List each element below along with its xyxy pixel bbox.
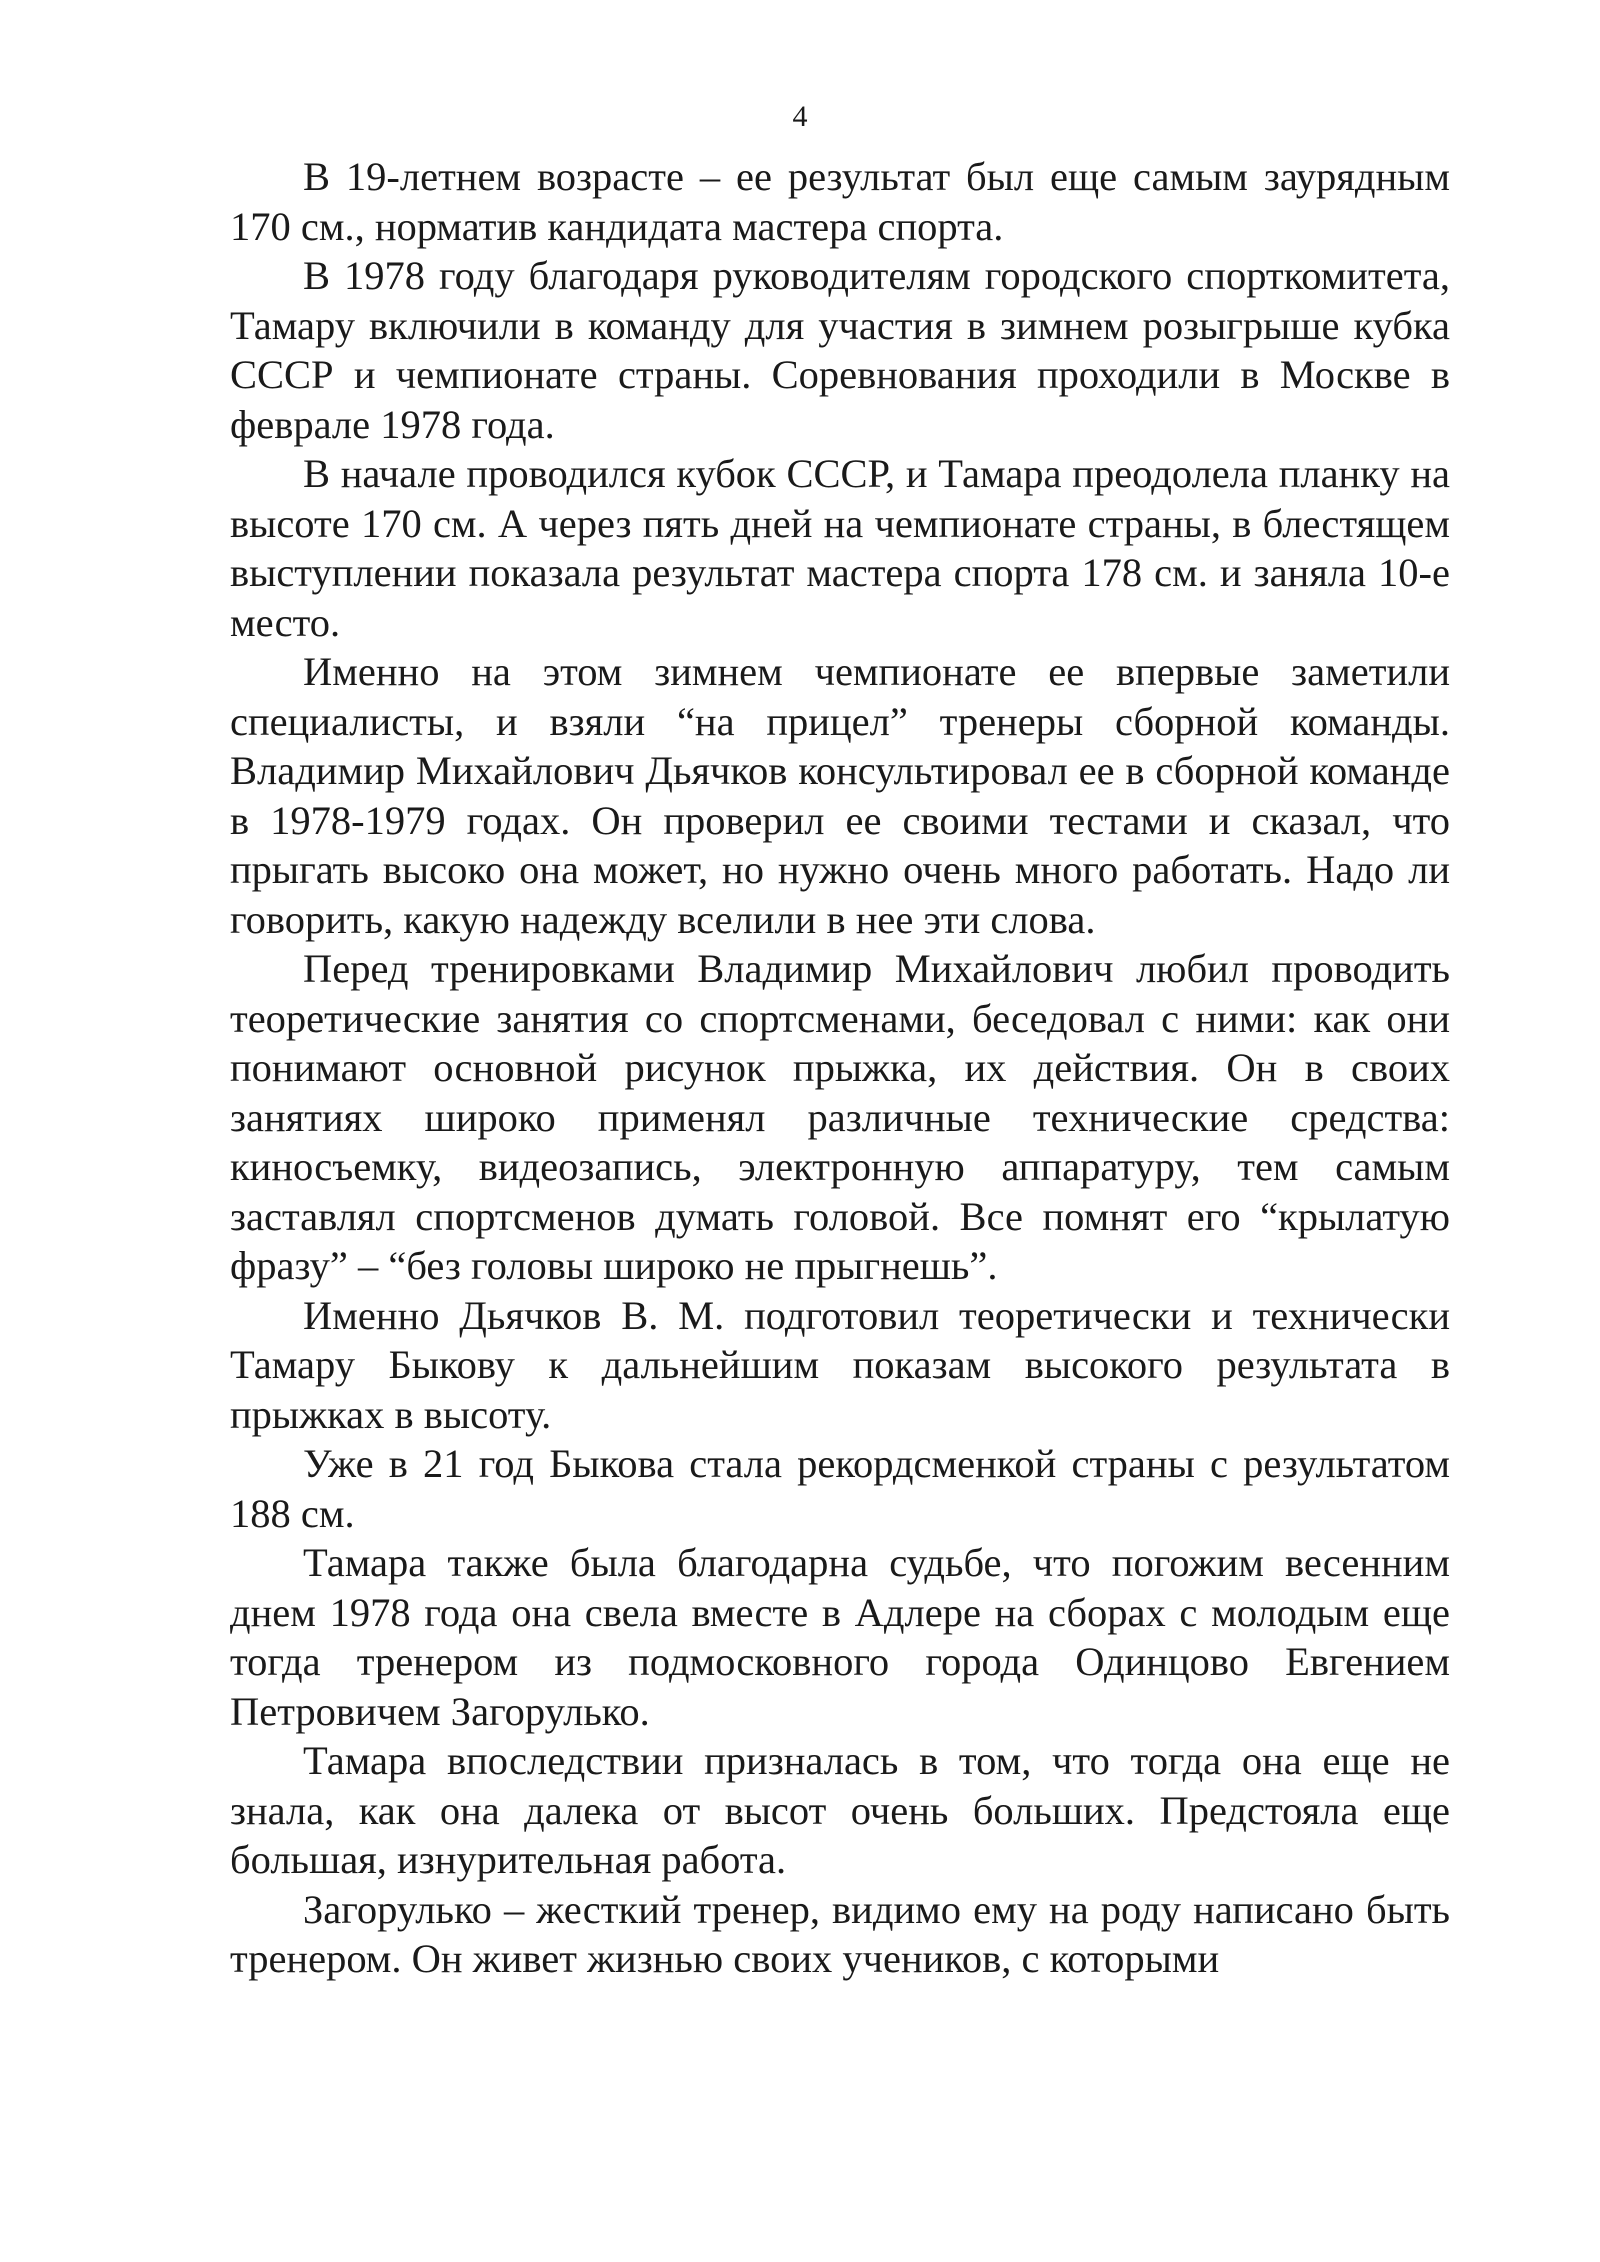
document-body xyxy=(230,152,1450,1984)
paragraph: Тамара впоследствии призналась в том, что тогда она еще не знала, как она далека от высот очень больших. Предстояла еще большая, изнурительная работа. xyxy=(230,1738,1450,1882)
paragraph: Именно Дьячков В. М. подготовил теоретически и технически Тамару Быкову к дальнейшим показам высокого результата в прыжках в высоту. xyxy=(230,1292,1450,1437)
paragraph: В 1978 году благодаря руководителям городского спорткомитета, Тамару включили в команду для участия в зимнем розыгрыше кубка СССР и чемпионате страны. Соревнования проходили в Москве в феврале 1978 года. xyxy=(230,253,1450,447)
paragraph: В начале проводился кубок СССР, и Тамара преодолела планку на высоте 170 см. А через пять дней на чемпионате страны, в блестящем выступлении показала результат мастера спорта 178 см. и заняла 10-е место. xyxy=(230,451,1450,645)
paragraph: Перед тренировками Владимир Михайлович любил проводить теоретические занятия со спортсменами, беседовал с ними: как они понимают основной рисунок прыжка, их действия. Он в своих занятиях широко применял различные технические средства: киносъемку, видеозапись, электронную аппаратуру, тем самым заставлял спортсменов думать головой. Все помнят его “крылатую фразу” – “без головы широко не прыгнешь”. xyxy=(230,946,1450,1288)
paragraph: Тамара также была благодарна судьбе, что погожим весенним днем 1978 года она свела вместе в Адлере на сборах с молодым еще тогда тренером из подмосковного города Одинцово Евгением Петровичем Загорулько. xyxy=(230,1540,1450,1734)
page-number: 4 xyxy=(792,100,808,133)
paragraph: Загорулько – жесткий тренер, видимо ему на роду написано быть тренером. Он живет жизнью своих учеников, с которыми xyxy=(230,1886,1450,1981)
paragraph: Уже в 21 год Быкова стала рекордсменкой страны с результатом 188 см. xyxy=(230,1441,1450,1536)
paragraph: Именно на этом зимнем чемпионате ее впервые заметили специалисты, и взяли “на прицел” тренеры сборной команды. Владимир Михайлович Дьячков консультировал ее в сборной команде в 1978-1979 годах. Он проверил ее своими тестами и сказал, что прыгать высоко она может, но нужно очень много работать. Надо ли говорить, какую надежду вселили в нее эти слова. xyxy=(230,649,1450,942)
paragraph: В 19-летнем возрасте – ее результат был еще самым заурядным 170 см., норматив кандидата мастера спорта. xyxy=(230,154,1450,249)
